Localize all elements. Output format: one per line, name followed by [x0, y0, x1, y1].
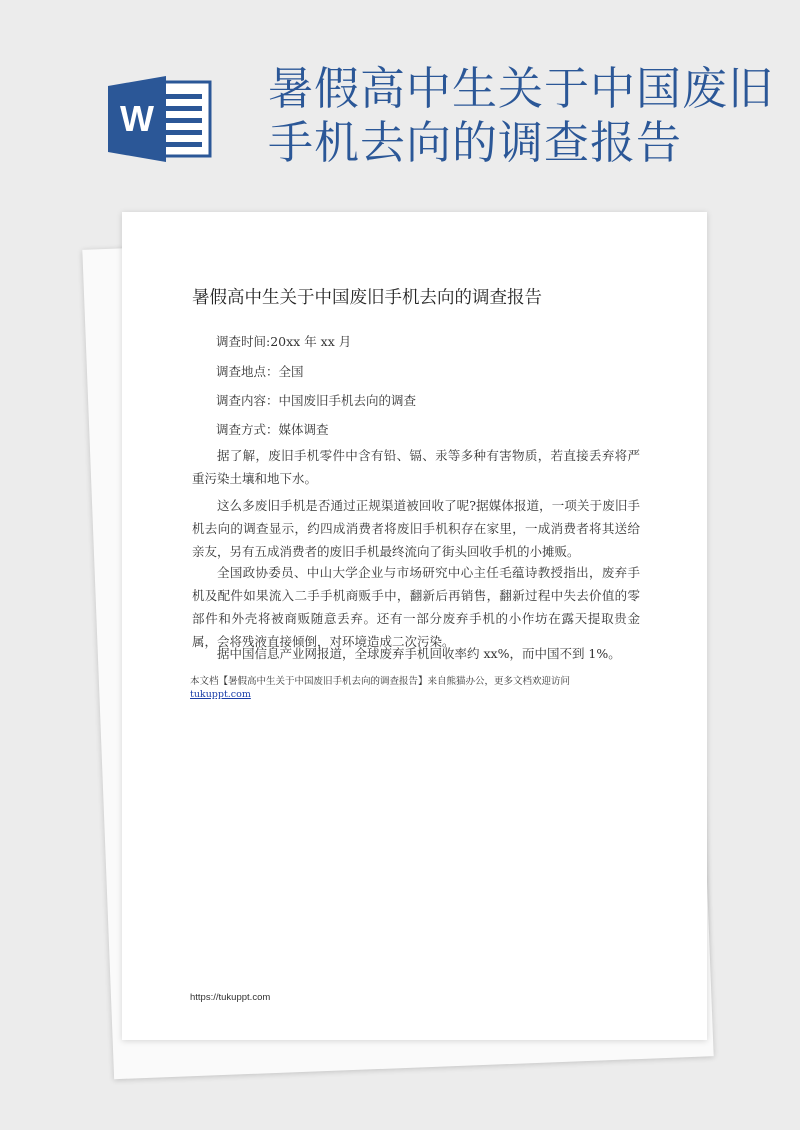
footnote-text: 本文档【暑假高中生关于中国废旧手机去向的调查报告】来自熊猫办公，更多文档欢迎访问 [190, 676, 571, 687]
survey-time: 调查时间:20xx 年 xx 月 [216, 334, 352, 349]
document-page [122, 212, 707, 1040]
footnote-link[interactable]: tukuppt.com [190, 689, 251, 700]
survey-method: 调查方式：媒体调查 [216, 422, 329, 437]
paragraph-2: 这么多废旧手机是否通过正规渠道被回收了呢?据媒体报道，一项关于废旧手机去向的调查显示，约四成消费者将废旧手机积存在家里，一成消费者将其送给亲友，另有五成消费者的废旧手机最终流向了街头回收手机的小摊贩。 [192, 498, 640, 559]
paragraph-4: 据中国信息产业网报道，全球废弃手机回收率约 xx%，而中国不到 1%。 [217, 646, 621, 661]
word-document-icon [108, 76, 214, 162]
paragraph-1: 据了解，废旧手机零件中含有铅、镉、汞等多种有害物质，若直接丢弃将严重污染土壤和地下水。 [192, 448, 640, 486]
page-footer-url[interactable]: https://tukuppt.com [190, 992, 271, 1003]
survey-location: 调查地点：全国 [216, 364, 304, 379]
source-footnote [190, 675, 660, 701]
paragraph-3: 全国政协委员、中山大学企业与市场研究中心主任毛蕴诗教授指出，废弃手机及配件如果流入二手手机商贩手中，翻新后再销售，翻新过程中失去价值的零部件和外壳将被商贩随意丢弃。还有一部分废弃手机的小作坊在露天提取贵金属，会将残液直接倾倒，对环境造成二次污染。 [192, 565, 640, 649]
word-logo-letter: W [120, 98, 154, 139]
header-title: 暑假高中生关于中国废旧手机去向的调查报告 [268, 62, 775, 169]
survey-content: 调查内容：中国废旧手机去向的调查 [216, 393, 417, 408]
document-title: 暑假高中生关于中国废旧手机去向的调查报告 [192, 288, 542, 308]
header [0, 0, 800, 210]
